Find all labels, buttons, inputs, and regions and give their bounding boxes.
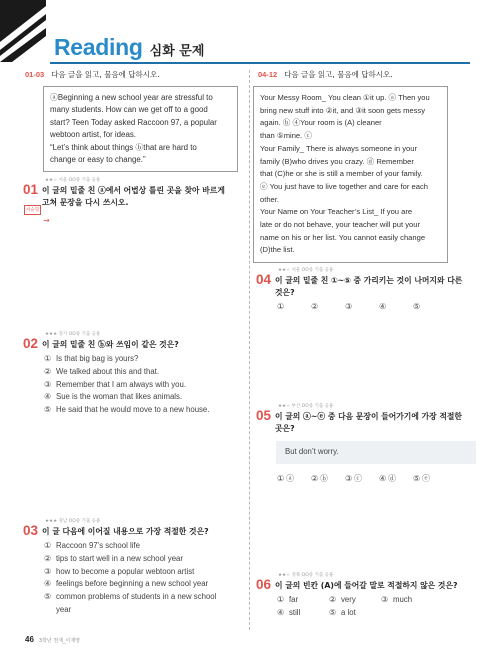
option-1[interactable]: ① <box>277 302 284 311</box>
question-text: 이 글의 밑줄 친 ⓐ에서 어법상 틀린 곳을 찾아 바르게 <box>42 186 225 195</box>
left-passage <box>43 86 238 172</box>
option-list <box>277 594 478 620</box>
descriptive-tag: 서술형 <box>24 205 41 215</box>
right-passage-line: other. <box>260 194 279 204</box>
option-5[interactable]: ⑤ common problems of students in a new school <box>44 592 217 602</box>
question-text: 곳은? <box>275 424 295 433</box>
option-list <box>277 301 478 314</box>
question-02 <box>23 332 245 417</box>
page-number: 46 <box>25 635 34 644</box>
column-divider <box>249 70 250 630</box>
right-passage-line: than ⑤mine. ⓒ <box>260 131 312 141</box>
question-text: 고쳐 문장을 다시 쓰시오. <box>42 198 129 207</box>
option-2[interactable]: ② very <box>329 595 356 604</box>
question-text: 것은? <box>275 288 295 297</box>
left-passage-line: ⓐBeginning a new school year are stressful to <box>50 93 213 102</box>
question-text: 이 글의 밑줄 친 ①~⑤ 중 가리키는 것이 나머지와 다른 <box>275 276 463 285</box>
right-passage-line: bring new stuff into ②it, and ③it soon gets messy <box>260 105 426 115</box>
option-2[interactable]: ② We talked about this and that. <box>44 366 160 376</box>
left-passage-line: start? Teen Today asked Raccoon 97, a popular <box>50 117 217 127</box>
question-difficulty: ★★★ 경남 OO중 기출 응용 <box>45 519 101 524</box>
right-passage <box>253 86 448 263</box>
option-4[interactable]: ④ <box>379 302 386 311</box>
right-passage-line: Your Name on Your Teacher’s List_ If you are <box>260 207 413 217</box>
option-4[interactable]: ④ Sue is the woman that likes animals. <box>44 392 183 402</box>
option-1[interactable]: ① Is that big bag is yours? <box>44 354 139 363</box>
option-2[interactable]: ② ⓑ <box>311 474 328 483</box>
question-number: 01 <box>23 182 39 197</box>
option-list <box>44 540 245 617</box>
answer-arrow: → <box>43 216 50 225</box>
option-4[interactable]: ④ still <box>277 607 301 617</box>
right-passage-line: ⓔ You just have to live together and care for each <box>260 181 429 191</box>
option-4[interactable]: ④ ⓓ <box>379 474 396 483</box>
option-5-continuation: year <box>56 604 72 614</box>
page-footer <box>25 635 80 644</box>
option-4[interactable]: ④ feelings before beginning a new school year <box>44 579 209 589</box>
option-1[interactable]: ① Raccoon 97’s school life <box>44 541 140 550</box>
question-text: 이 글 다음에 이어질 내용으로 가장 적절한 것은? <box>42 527 209 536</box>
right-passage-line: Your Family_ There is always someone in your <box>260 143 418 153</box>
option-list <box>44 353 245 417</box>
question-05 <box>256 404 478 434</box>
question-text: 이 글의 밑줄 친 ⓑ와 쓰임이 같은 것은? <box>42 340 179 349</box>
right-passage-line: that (C)he or she is still a member of your family. <box>260 169 423 179</box>
corner-stripes-decoration <box>0 0 46 62</box>
question-03 <box>23 519 245 617</box>
right-passage-line: late or do not behave, your teacher will put your <box>260 220 420 230</box>
left-passage-line: many students. How can we get off to a good <box>50 105 208 115</box>
right-instruction-range: 04-12 <box>258 70 278 79</box>
right-instruction <box>258 69 393 80</box>
question-difficulty: ★★★ 경기 OO중 기출 응용 <box>45 332 101 337</box>
question-number: 02 <box>23 336 39 351</box>
page-header <box>54 34 204 61</box>
question-number: 04 <box>256 272 272 287</box>
option-5[interactable]: ⑤ ⓔ <box>413 474 430 483</box>
page-subtitle: 심화 문제 <box>149 44 205 59</box>
right-passage-line: Your Messy Room_ You clean ①it up. ⓐ Then you <box>260 93 430 102</box>
option-2[interactable]: ② tips to start well in a new school year <box>44 553 183 563</box>
question-06 <box>256 573 478 620</box>
left-passage-line: change or easy to change.” <box>50 155 146 165</box>
question-difficulty: ★★☆ 경북 OO중 기출 응용 <box>278 573 334 578</box>
question-05-options <box>277 473 447 486</box>
book-label: 3학년 천재_이재영 <box>38 638 80 644</box>
option-3[interactable]: ③ <box>345 302 352 311</box>
right-passage-line: again. ⓑ ④Your room is (A) cleaner <box>260 118 382 128</box>
option-3[interactable]: ③ ⓒ <box>345 474 362 483</box>
option-5[interactable]: ⑤ a lot <box>329 607 356 617</box>
question-text: 이 글의 빈칸 (A)에 들어갈 말로 적절하지 않은 것은? <box>275 581 458 590</box>
right-passage-line: name on his or her list. You cannot easily change <box>260 232 426 242</box>
given-sentence-box: But don’t worry. <box>276 441 476 464</box>
left-passage-line: webtoon artist, for ideas. <box>50 130 136 140</box>
option-2[interactable]: ② <box>311 302 318 311</box>
option-5[interactable]: ⑤ He said that he would move to a new house. <box>44 405 210 415</box>
question-number: 06 <box>256 577 272 592</box>
question-04 <box>256 268 478 314</box>
page-title: Reading <box>54 34 143 60</box>
right-passage-line: (D)the list. <box>260 245 295 255</box>
option-3[interactable]: ③ much <box>381 595 413 604</box>
question-number: 05 <box>256 408 272 423</box>
question-difficulty: ★★☆ 서울 OO중 기출 응용 <box>45 178 101 183</box>
option-3[interactable]: ③ how to become a popular webtoon artist <box>44 566 195 576</box>
left-instruction-text: 다음 글을 읽고, 물음에 답하시오. <box>51 70 160 79</box>
right-passage-line: family (B)who drives you crazy. ⓓ Remember <box>260 156 414 166</box>
question-difficulty: ★★☆ 서울 OO중 기출 응용 <box>278 268 334 273</box>
left-instruction <box>25 69 160 80</box>
header-rule <box>50 62 470 64</box>
question-text: 이 글의 ⓐ~ⓔ 중 다음 문장이 들어가기에 가장 적절한 <box>275 412 462 421</box>
question-difficulty: ★★☆ 부산 OO중 기출 응용 <box>278 404 334 409</box>
left-instruction-range: 01-03 <box>25 70 45 79</box>
question-number: 03 <box>23 523 39 538</box>
question-01 <box>23 178 245 215</box>
option-1[interactable]: ① ⓐ <box>277 474 294 483</box>
left-passage-line: “Let’s think about things ⓑthat are hard to <box>50 142 197 152</box>
option-1[interactable]: ① far <box>277 595 299 604</box>
right-instruction-text: 다음 글을 읽고, 물음에 답하시오. <box>284 70 393 79</box>
option-3[interactable]: ③ Remember that I am always with you. <box>44 379 186 389</box>
option-5[interactable]: ⑤ <box>413 302 420 311</box>
